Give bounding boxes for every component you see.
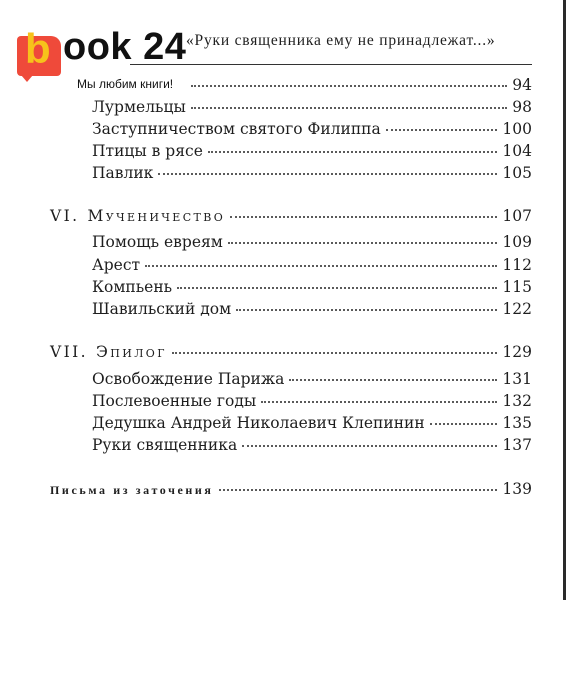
- leader-dots: [236, 309, 497, 311]
- toc-row: [92, 256, 532, 274]
- toc-label: Послевоенные годы: [92, 392, 257, 410]
- toc-page: 131: [502, 370, 532, 388]
- toc-page: 107: [502, 207, 532, 225]
- toc-label: Руки священника: [92, 436, 238, 454]
- toc-page: 139: [502, 480, 532, 498]
- toc-row: [92, 436, 532, 454]
- toc-page: 109: [502, 233, 532, 251]
- leader-dots: [386, 129, 498, 131]
- logo-badge: [17, 25, 61, 76]
- leader-dots: [145, 265, 497, 267]
- toc-page: 137: [502, 436, 532, 454]
- toc-row: [92, 120, 532, 138]
- toc-label: Шавильский дом: [92, 300, 232, 318]
- chapter-number: VI.: [50, 207, 80, 225]
- toc-page: 135: [502, 414, 532, 432]
- leader-dots: [230, 216, 497, 218]
- toc-page: 115: [502, 278, 532, 296]
- toc-label: Дедушка Андрей Николаевич Клепинин: [92, 414, 425, 432]
- leader-dots: [177, 287, 497, 289]
- toc-chapter-7: [50, 343, 532, 361]
- toc-row: [92, 392, 532, 410]
- logo-letter: b: [25, 25, 51, 72]
- toc-row: [92, 233, 532, 251]
- leader-dots: [172, 352, 498, 354]
- chapter-number: VII.: [50, 343, 88, 361]
- toc-row: [92, 278, 532, 296]
- toc-row: [92, 164, 532, 182]
- leader-dots: [242, 445, 497, 447]
- toc-page: 132: [502, 392, 532, 410]
- toc-label: Птицы в рясе: [92, 142, 203, 160]
- header-rule: [130, 64, 532, 65]
- running-header: «Руки священника ему не принадлежат...»: [186, 32, 496, 49]
- leader-dots: [261, 401, 497, 403]
- book24-logo: [17, 25, 187, 100]
- toc-label: Освобождение Парижа: [92, 370, 285, 388]
- toc-chapter-6: [50, 207, 532, 225]
- leader-dots: [191, 107, 507, 109]
- toc-label: Компьень: [92, 278, 173, 296]
- toc-label: Арест: [92, 256, 141, 274]
- toc-page: 122: [502, 300, 532, 318]
- toc-page: 94: [512, 76, 532, 94]
- toc-label: Лурмельцы: [92, 98, 186, 116]
- toc-row: [92, 300, 532, 318]
- toc-row-continued: [186, 76, 532, 94]
- toc-label: Помощь евреям: [92, 233, 223, 251]
- toc-label: Павлик: [92, 164, 154, 182]
- logo-wordmark: ook 24: [63, 26, 187, 68]
- toc-page: 104: [502, 142, 532, 160]
- toc-label: Письма из заточения: [50, 483, 214, 497]
- toc-row: [92, 98, 532, 116]
- chapter-title: Мученичество: [87, 207, 226, 225]
- toc-row: [92, 142, 532, 160]
- toc-label: Заступничеством святого Филиппа: [92, 120, 381, 138]
- toc-page: 100: [502, 120, 532, 138]
- toc-page: 98: [512, 98, 532, 116]
- leader-dots: [289, 379, 497, 381]
- toc-page: 129: [502, 343, 532, 361]
- leader-dots: [430, 423, 498, 425]
- toc-row: [92, 414, 532, 432]
- toc-page: 105: [502, 164, 532, 182]
- toc-row: [92, 370, 532, 388]
- leader-dots: [228, 242, 498, 244]
- toc-letters: [50, 480, 532, 498]
- leader-dots: [158, 173, 497, 175]
- leader-dots: [219, 489, 498, 491]
- toc-page: 112: [502, 256, 532, 274]
- chapter-title: Эпилог: [95, 343, 167, 361]
- logo-tagline: Мы любим книги!: [77, 77, 174, 91]
- leader-dots: [191, 85, 507, 87]
- leader-dots: [208, 151, 498, 153]
